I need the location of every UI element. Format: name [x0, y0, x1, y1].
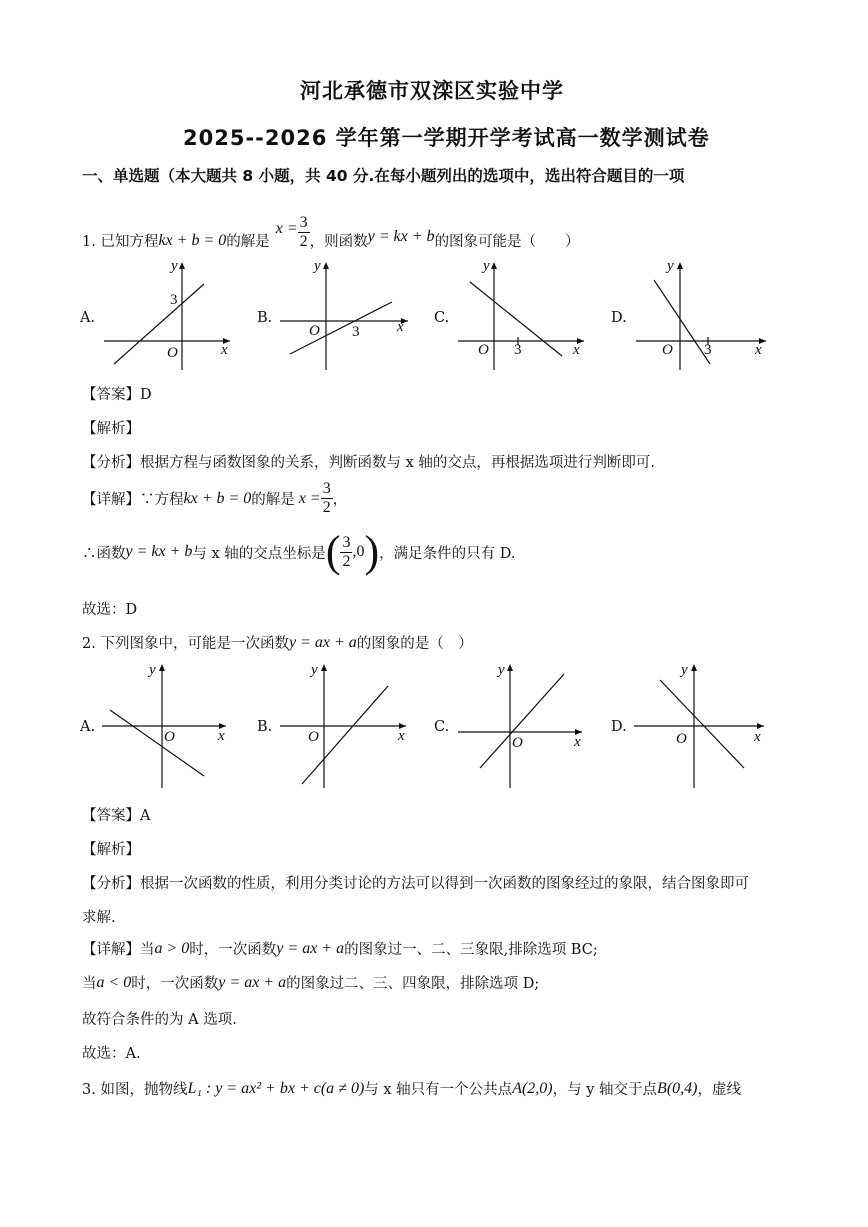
q1-line2-fraction: [340, 534, 352, 571]
q1-option-b-label: B.: [257, 310, 273, 326]
svg-text:O: O: [309, 323, 320, 339]
q3-mid1: 与 x 轴只有一个公共点: [364, 1082, 513, 1098]
svg-text:O: O: [164, 729, 175, 745]
q2-choose: 故选：A.: [82, 1046, 141, 1062]
school-title: 河北承德市双滦区实验中学: [300, 79, 564, 103]
left-paren-icon: (: [325, 527, 341, 576]
q2-option-c-label: C.: [434, 719, 450, 735]
q1-choose: 故选：D: [82, 602, 138, 618]
svg-text:y: y: [498, 662, 505, 678]
q1-fraction: [298, 214, 310, 251]
q2-suffix: 的图象的是（ ）: [356, 636, 473, 652]
svg-text:y: y: [149, 662, 156, 678]
q2-detail1-cond: a > 0: [154, 939, 190, 957]
svg-text:y: y: [483, 258, 490, 274]
q1-graph-c: [456, 258, 591, 373]
q2-detail1-prefix: 【详解】当: [82, 942, 155, 958]
svg-text:y: y: [311, 662, 318, 678]
q1-mid2: ，则函数: [309, 234, 368, 250]
q2-option-d-label: D.: [611, 719, 627, 735]
q2-option-a-label: A.: [80, 719, 96, 735]
svg-text:y: y: [171, 258, 178, 274]
q2-detail1-mid: 时，一次函数: [189, 942, 277, 958]
q1-detail-prefix: 【详解】∵方程: [82, 492, 184, 508]
svg-text:x: x: [218, 728, 225, 744]
q1-detail-mid: 的解是: [251, 492, 295, 508]
q2-analysis-label: 【解析】: [82, 842, 140, 858]
q1-detail-suffix: ，: [332, 492, 348, 508]
q2-detail-line1: [82, 938, 598, 959]
svg-text:O: O: [662, 342, 673, 358]
q2-function: y = ax + a: [288, 633, 357, 651]
q1-detail-x-eq: x =: [298, 489, 321, 507]
svg-text:x: x: [221, 342, 228, 358]
q1-option-d-label: D.: [611, 310, 627, 326]
q3-point-a: A(2,0): [512, 1079, 553, 1097]
q1-graph-d: [632, 258, 772, 373]
svg-text:x: x: [755, 342, 762, 358]
q2-graph-c: [456, 660, 591, 790]
right-paren-icon: ): [364, 527, 380, 576]
q2-graph-b: [278, 660, 413, 790]
q1-detail-fraction: [321, 480, 333, 517]
q1-graph-a: [100, 258, 235, 373]
q1-graph-b: [278, 258, 413, 373]
q2-option-b-label: B.: [257, 719, 273, 735]
svg-text:O: O: [512, 735, 523, 751]
q1-x-eq: x =: [275, 219, 298, 237]
q1-suffix: 的图象可能是（ ）: [434, 234, 580, 250]
q2-graph-d: [632, 660, 772, 790]
q3-suffix: ，虚线: [697, 1082, 741, 1098]
svg-text:3: 3: [514, 342, 522, 358]
q1-detail-equation: kx + b = 0: [183, 489, 252, 507]
q1-detail-line1: [82, 480, 347, 517]
q1-option-a-label: A.: [80, 310, 96, 326]
exam-title: 2025--2026 学年第一学期开学考试高一数学测试卷: [183, 126, 710, 150]
q1-mid1: 的解是: [226, 234, 270, 250]
q1-detail-line2: [82, 527, 516, 576]
svg-text:x: x: [398, 728, 405, 744]
q1-line2-function: y = kx + b: [125, 543, 193, 560]
svg-text:x: x: [573, 342, 580, 358]
q1-line2-suffix: ，满足条件的只有 D.: [379, 545, 516, 562]
q1-equation: kx + b = 0: [158, 231, 227, 249]
svg-text:x: x: [754, 729, 761, 745]
q2-detail-line2: [82, 972, 539, 993]
section-heading: 一、单选题（本大题共 8 小题，共 40 分.在每小题列出的选项中，选出符合题目的一项: [82, 167, 685, 185]
q2-detail2-func: y = ax + a: [218, 973, 287, 991]
q2-answer: 【答案】A: [82, 808, 151, 824]
svg-text:O: O: [478, 342, 489, 358]
q1-line2-coord-tail: ,0: [352, 543, 365, 560]
svg-text:y: y: [314, 258, 321, 274]
q2-prefix: 2. 下列图象中，可能是一次函数: [82, 636, 289, 652]
q2-stem: [82, 632, 473, 653]
q3-curve: L₁ : y = ax² + bx + c(a ≠ 0): [187, 1079, 365, 1097]
q1-fenxi: 【分析】根据方程与函数图象的关系，判断函数与 x 轴的交点，再根据选项进行判断即可.: [82, 455, 656, 471]
svg-text:O: O: [308, 729, 319, 745]
q1-function: y = kx + b: [367, 227, 435, 245]
q2-detail2-mid: 时，一次函数: [131, 976, 219, 992]
svg-text:x: x: [397, 319, 404, 335]
q2-conclusion: 故符合条件的为 A 选项.: [82, 1012, 237, 1028]
q1-line2-prefix: ∴函数: [82, 545, 126, 562]
svg-text:O: O: [167, 345, 178, 361]
q3-mid2: ，与 y 轴交于点: [552, 1082, 658, 1098]
q1-line2-frac-num: 3: [342, 533, 351, 551]
q1-stem: [82, 214, 580, 259]
q1-prefix: 1. 已知方程: [82, 234, 159, 250]
q1-frac-den: 2: [299, 233, 308, 250]
q1-frac-num: 3: [299, 214, 308, 231]
q1-detail-frac-den: 2: [322, 499, 331, 516]
q3-stem: [82, 1078, 741, 1099]
q2-detail1-suffix: 的图象过一、二、三象限,排除选项 BC;: [344, 942, 598, 958]
svg-text:O: O: [676, 731, 687, 747]
svg-text:y: y: [667, 258, 674, 274]
q3-prefix: 3. 如图，抛物线: [82, 1082, 188, 1098]
svg-text:y: y: [681, 662, 688, 678]
q2-fenxi-line1: 【分析】根据一次函数的性质，利用分类讨论的方法可以得到一次函数的图象经过的象限，结合图象即可: [82, 876, 749, 892]
q3-point-b: B(0,4): [657, 1079, 698, 1097]
q2-detail1-func: y = ax + a: [276, 939, 345, 957]
q2-fenxi-line2: 求解.: [82, 910, 116, 926]
q2-detail2-cond: a < 0: [96, 973, 132, 991]
q2-detail2-suffix: 的图象过二、三、四象限，排除选项 D;: [286, 976, 540, 992]
q1-option-c-label: C.: [434, 310, 450, 326]
q1-line2-mid: 与 x 轴的交点坐标是: [192, 545, 326, 562]
q2-graph-a: [100, 660, 235, 790]
q2-detail2-prefix: 当: [82, 976, 97, 992]
q1-answer: 【答案】D: [82, 387, 152, 403]
svg-text:x: x: [574, 734, 581, 750]
q1-detail-frac-num: 3: [322, 480, 331, 497]
svg-text:3: 3: [170, 292, 178, 308]
svg-text:3: 3: [352, 324, 360, 340]
q1-line2-frac-den: 2: [342, 552, 351, 570]
q1-analysis-label: 【解析】: [82, 421, 140, 437]
svg-text:3: 3: [704, 342, 712, 358]
